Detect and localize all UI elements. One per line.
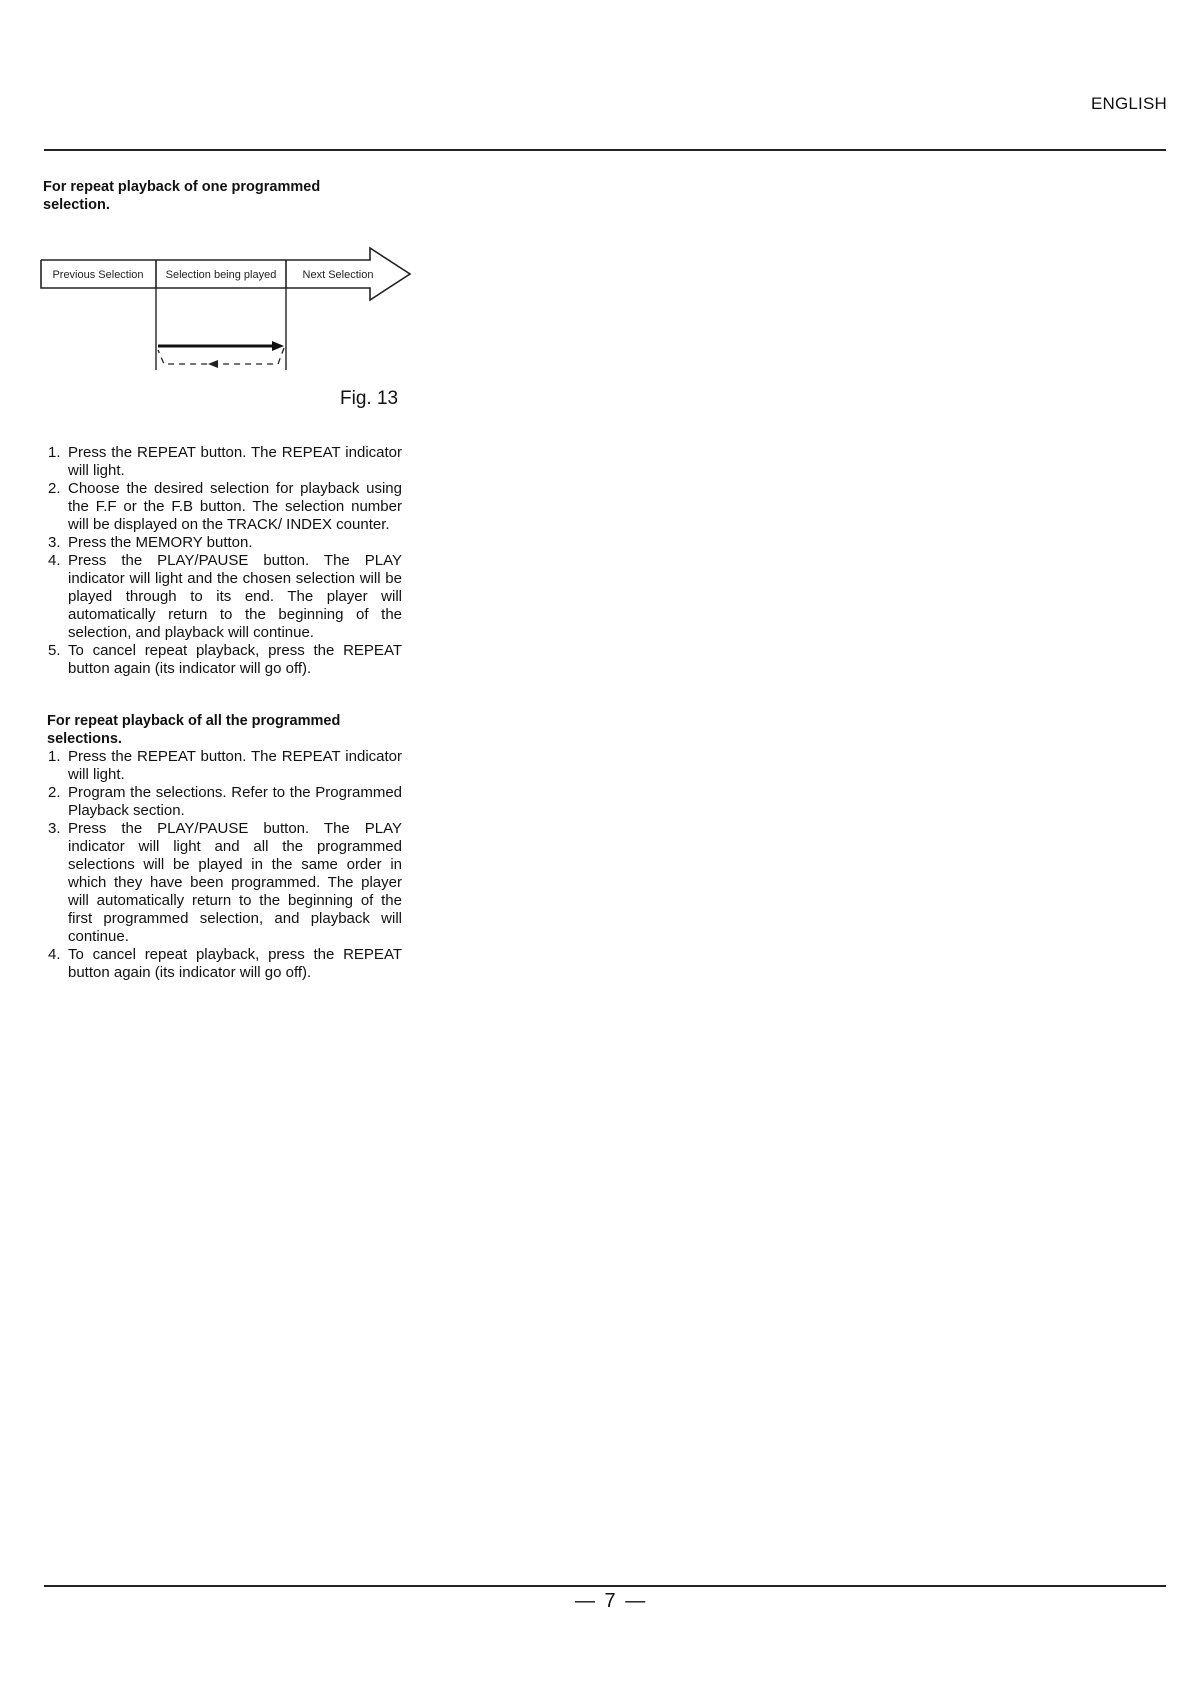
- list-item: [44, 946, 402, 982]
- step-text: Press the MEMORY button.: [68, 534, 253, 551]
- step-text: Choose the desired selection for playback using the F.F or the F.B button. The selection number will be displayed on the TRACK/ INDEX counter.: [68, 480, 402, 533]
- list-item: [44, 748, 402, 784]
- list-item: [44, 444, 402, 480]
- language-label: ENGLISH: [1090, 94, 1167, 113]
- step-number: 1.: [48, 444, 61, 461]
- label-selection-being-played: Selection being played: [165, 269, 277, 281]
- step-number: 1.: [48, 748, 61, 765]
- step-text: Press the REPEAT button. The REPEAT indicator will light.: [68, 444, 402, 479]
- page-number: — 7 —: [575, 1590, 648, 1612]
- list-item: [44, 642, 402, 678]
- list-item: [44, 480, 402, 534]
- step-text: Program the selections. Refer to the Programmed Playback section.: [68, 784, 402, 819]
- step-number: 2.: [48, 784, 61, 801]
- step-text: To cancel repeat playback, press the REPEAT button again (its indicator will go off).: [68, 642, 402, 677]
- label-next-selection: Next Selection: [302, 269, 374, 281]
- top-divider: [44, 149, 1166, 151]
- label-previous-selection: Previous Selection: [52, 269, 144, 281]
- step-number: 2.: [48, 480, 61, 497]
- step-text: To cancel repeat playback, press the REPEAT button again (its indicator will go off).: [68, 946, 402, 981]
- step-text: Press the PLAY/PAUSE button. The PLAY indicator will light and all the programmed selections will be played in the same order in which they have been programmed. The player will automatically return to the beginning of the first programmed selection, and playback will continue.: [68, 820, 402, 945]
- list-item: [44, 552, 402, 642]
- play-arrow-head: [272, 341, 284, 351]
- section-heading-all-repeat: For repeat playback of all the programmed selections.: [47, 713, 341, 747]
- bottom-divider: [44, 1585, 1166, 1587]
- step-number: 5.: [48, 642, 61, 659]
- steps-all-repeat: [44, 748, 402, 982]
- list-item: [44, 784, 402, 820]
- step-number: 3.: [48, 820, 61, 837]
- section-heading-single-repeat: For repeat playback of one programmed selection.: [43, 179, 321, 213]
- step-number: 3.: [48, 534, 61, 551]
- step-text: Press the PLAY/PAUSE button. The PLAY indicator will light and the chosen selection will be played through to its end. The player will automatically return to the beginning of the selection, and playback will continue.: [68, 552, 402, 641]
- list-item: [44, 820, 402, 946]
- step-number: 4.: [48, 946, 61, 963]
- figure-caption: Fig. 13: [340, 388, 399, 409]
- return-arrow-head: [208, 360, 218, 368]
- step-number: 4.: [48, 552, 61, 569]
- step-text: Press the REPEAT button. The REPEAT indicator will light.: [68, 748, 402, 783]
- list-item: [44, 534, 402, 552]
- repeat-diagram: [40, 246, 420, 376]
- return-arrow-dashed: [158, 348, 284, 364]
- steps-single-repeat: [44, 444, 402, 678]
